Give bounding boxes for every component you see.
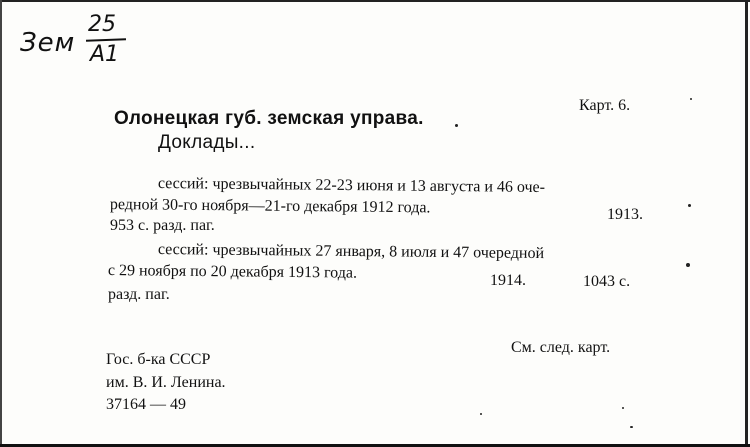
card-subtitle: Доклады...	[158, 132, 256, 153]
entry-2-line-2: с 29 ноября по 20 декабря 1913 года.	[107, 262, 358, 282]
entry-2-line-1: сессий: чрезвычайных 27 января, 8 июля и 47 очередной	[157, 241, 545, 263]
entry-2-year: 1914.	[490, 272, 526, 289]
shelf-mark-numerator: 25	[88, 12, 116, 37]
entry-2-pages: 1043 с.	[583, 273, 631, 290]
entry-1-year: 1913.	[607, 206, 643, 223]
shelf-mark-prefix: Зем	[20, 28, 76, 58]
card-title: Олонецкая губ. земская управа.	[114, 108, 424, 129]
shelf-mark-denominator: А1	[90, 42, 120, 67]
entry-2-line-3: разд. паг.	[108, 286, 170, 303]
entry-1-line-3: 953 с. разд. паг.	[110, 217, 215, 234]
card-border-left	[0, 0, 2, 447]
library-stamp-line-2: им. В. И. Ленина.	[106, 374, 226, 391]
scan-speck	[480, 413, 482, 415]
entry-1-line-2: редной 30-го ноября—21-го декабря 1912 года.	[109, 196, 431, 217]
entry-1-line-1: сессий: чрезвычайных 22-23 июня и 13 августа и 46 оче-	[157, 175, 546, 197]
scan-speck	[686, 263, 690, 267]
see-next-card-note: См. след. карт.	[511, 339, 611, 356]
scan-speck	[630, 426, 633, 428]
library-stamp-line-1: Гос. б-ка СССР	[106, 351, 211, 368]
library-stamp-line-3: 37164 — 49	[106, 396, 186, 413]
scan-speck	[688, 204, 691, 207]
card-number: Карт. 6.	[579, 97, 631, 114]
card-border-right	[745, 0, 748, 447]
scan-speck	[622, 407, 624, 409]
card-border-top	[0, 0, 750, 2]
stray-mark	[455, 124, 458, 127]
scan-speck	[690, 98, 692, 100]
